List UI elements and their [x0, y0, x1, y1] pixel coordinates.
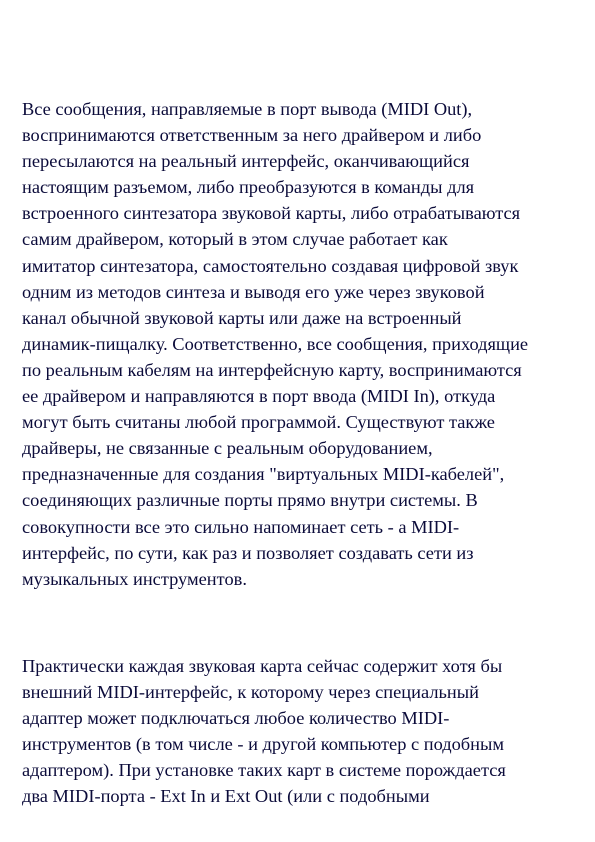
text-line: воспринимаются ответственным за него драйвером и либо	[22, 125, 482, 146]
text-line: адаптером). При установке таких карт в системе порождается	[22, 760, 506, 781]
text-line: музыкальных инструментов.	[22, 568, 247, 589]
text-line: одним из методов синтеза и выводя его уже через звуковой	[22, 281, 485, 302]
text-line: встроенного синтезатора звуковой карты, либо отрабатываются	[22, 203, 521, 224]
paragraph-2	[22, 653, 582, 810]
text-line: по реальным кабелям на интерфейсную карту, воспринимаются	[22, 359, 522, 380]
text-line: ее драйвером и направляются в порт ввода (MIDI In), откуда	[22, 386, 496, 407]
text-line: предназначенные для создания "виртуальных MIDI-кабелей",	[22, 464, 505, 485]
text-line: имитатор синтезатора, самостоятельно создавая цифровой звук	[22, 255, 519, 276]
text-line: Все сообщения, направляемые в порт вывода (MIDI Out),	[22, 99, 473, 119]
text-line: Практически каждая звуковая карта сейчас содержит хотя бы	[22, 656, 503, 676]
text-line: могут быть считаны любой программой. Существуют также	[22, 412, 495, 433]
text-line: инструментов (в том числе - и другой компьютер с подобным	[22, 734, 504, 755]
text-line: самим драйвером, который в этом случае работает как	[22, 229, 448, 250]
text-line: канал обычной звуковой карты или даже на встроенный	[22, 307, 462, 328]
text-line: адаптер может подключаться любое количество MIDI-	[22, 708, 450, 729]
text-line: драйверы, не связанные с реальным оборудованием,	[22, 438, 433, 459]
text-line: интерфейс, по сути, как раз и позволяет создавать сети из	[22, 542, 474, 563]
text-line: настоящим разъемом, либо преобразуются в команды для	[22, 177, 475, 198]
text-line: совокупности все это сильно напоминает сеть - а MIDI-	[22, 516, 460, 537]
text-line: два MIDI-порта - Ext In и Ext Out (или с подобными	[22, 786, 430, 807]
text-line: пересылаются на реальный интерфейс, оканчивающийся	[22, 151, 470, 172]
text-line: внешний MIDI-интерфейс, к которому через специальный	[22, 682, 479, 703]
paragraph-1	[22, 96, 582, 592]
text-line: соединяющих различные порты прямо внутри системы. В	[22, 490, 478, 511]
text-line: динамик-пищалку. Соответственно, все сообщения, приходящие	[22, 333, 529, 354]
